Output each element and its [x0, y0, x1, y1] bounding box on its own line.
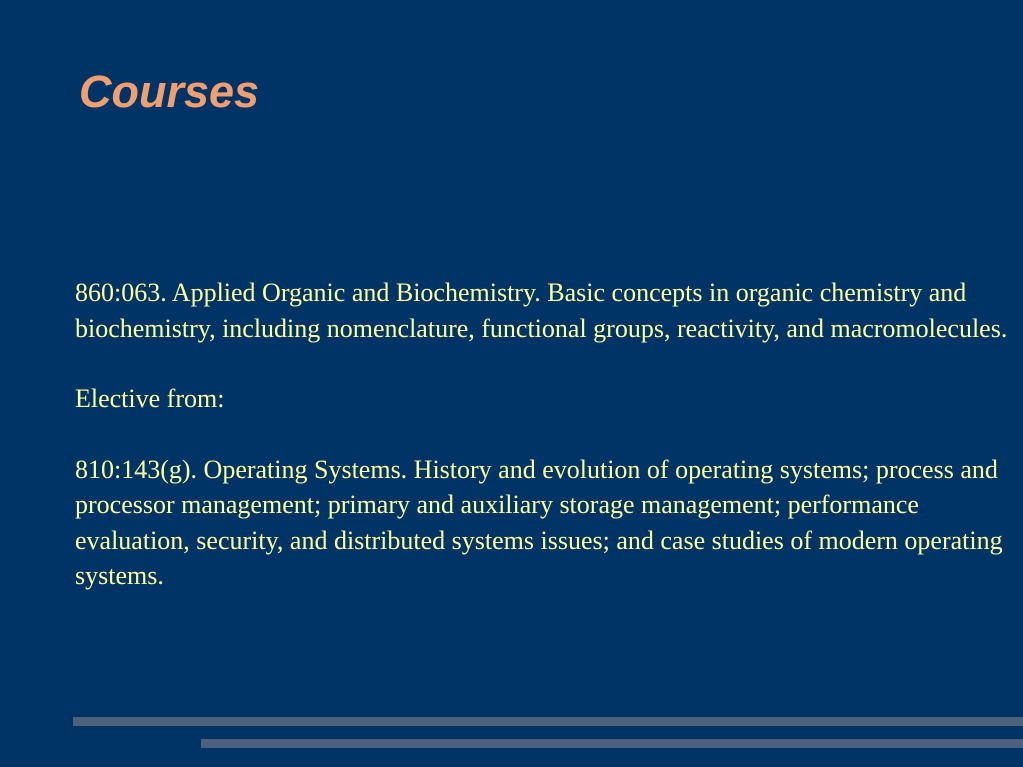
course-description-biochemistry: 860:063. Applied Organic and Biochemistry. Basic concepts in organic chemistry and biochemistry, including nomenclature, functional groups, reactivity, and macromolecules. — [75, 278, 1008, 343]
footer-decor-bar-bottom — [201, 739, 1023, 748]
slide-body — [75, 275, 1010, 594]
course-description-operating-systems: 810:143(g). Operating Systems. History and evolution of operating systems; process and processor management; primary and auxiliary storage management; performance evaluation, security, and distributed systems issues; and case studies of modern operating systems. — [75, 454, 1003, 590]
footer-decor-bar-top — [73, 717, 1023, 726]
elective-heading: Elective from: — [75, 384, 225, 413]
slide-title: Courses — [79, 66, 260, 117]
